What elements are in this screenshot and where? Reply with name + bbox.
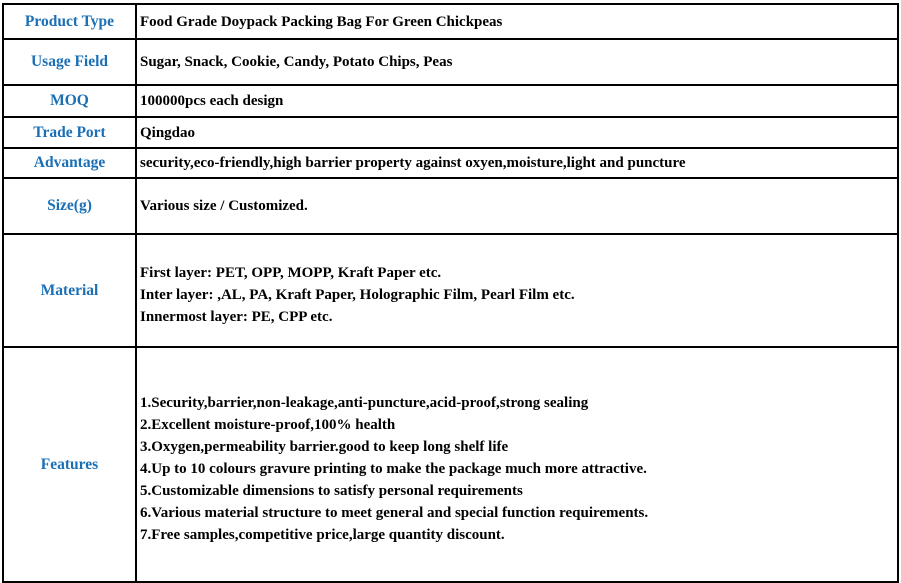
value-material — [136, 234, 898, 347]
value-line: 2.Excellent moisture-proof,100% health — [140, 416, 396, 433]
label-advantage: Advantage — [3, 148, 136, 178]
row-product-type — [3, 4, 898, 39]
row-features — [3, 347, 898, 582]
value-line: 3.Oxygen,permeability barrier.good to keep long shelf life — [140, 438, 509, 455]
value-usage-field — [136, 39, 898, 85]
label-size: Size(g) — [3, 178, 136, 234]
value-line: Sugar, Snack, Cookie, Candy, Potato Chips, Peas — [140, 54, 453, 70]
row-material — [3, 234, 898, 347]
value-line: Innermost layer: PE, CPP etc. — [140, 308, 333, 325]
label-product-type: Product Type — [3, 4, 136, 39]
value-line: 5.Customizable dimensions to satisfy personal requirements — [140, 482, 523, 499]
value-line: First layer: PET, OPP, MOPP, Kraft Paper etc. — [140, 264, 442, 281]
value-line: 4.Up to 10 colours gravure printing to make the package much more attractive. — [140, 460, 647, 477]
value-line: Inter layer: ,AL, PA, Kraft Paper, Holographic Film, Pearl Film etc. — [140, 286, 575, 303]
label-material: Material — [3, 234, 136, 347]
label-usage-field: Usage Field — [3, 39, 136, 85]
value-line: 1.Security,barrier,non-leakage,anti-puncture,acid-proof,strong sealing — [140, 394, 589, 411]
row-advantage — [3, 148, 898, 178]
row-size — [3, 178, 898, 234]
row-usage-field — [3, 39, 898, 85]
value-line: Food Grade Doypack Packing Bag For Green Chickpeas — [140, 13, 503, 30]
value-product-type — [136, 4, 898, 39]
value-line: 6.Various material structure to meet general and special function requirements. — [140, 504, 649, 521]
value-line: 100000pcs each design — [140, 93, 284, 109]
label-moq: MOQ — [3, 85, 136, 117]
value-line: security,eco-friendly,high barrier property against oxyen,moisture,light and puncture — [140, 155, 686, 171]
value-line: 7.Free samples,competitive price,large quantity discount. — [140, 526, 505, 543]
row-moq — [3, 85, 898, 117]
value-trade-port — [136, 117, 898, 148]
value-line: Qingdao — [140, 124, 196, 141]
value-advantage — [136, 148, 898, 178]
value-moq — [136, 85, 898, 117]
value-features — [136, 347, 898, 582]
label-features: Features — [3, 347, 136, 582]
label-trade-port: Trade Port — [3, 117, 136, 148]
row-trade-port — [3, 117, 898, 148]
value-size — [136, 178, 898, 234]
value-line: Various size / Customized. — [140, 198, 308, 214]
product-spec-table — [2, 3, 899, 583]
